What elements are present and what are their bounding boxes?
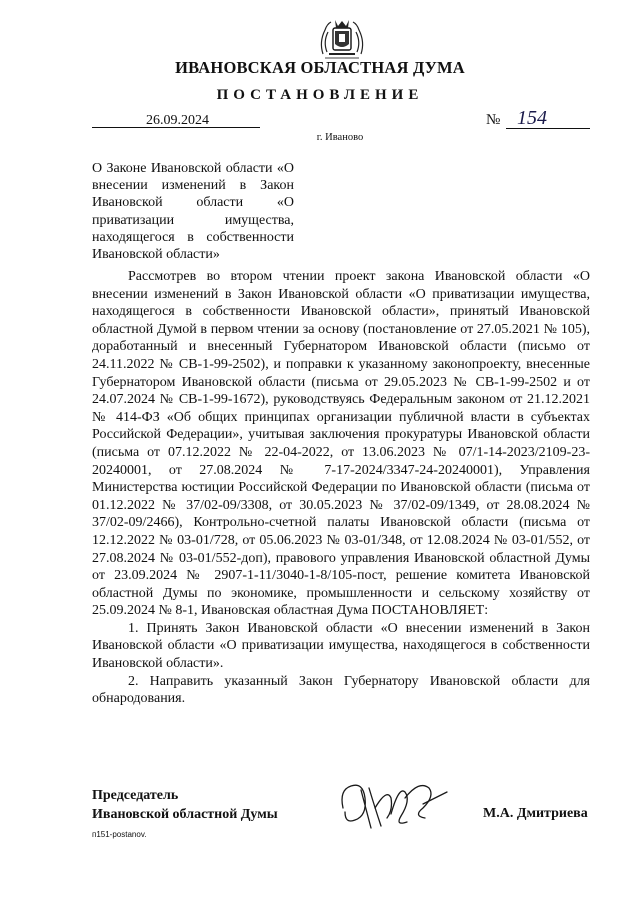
signatory-name: М.А. Дмитриева (483, 806, 588, 821)
coat-of-arms-emblem (313, 14, 371, 62)
document-body (92, 268, 590, 708)
signatory-title-line-1: Председатель (92, 788, 179, 803)
document-number: 154 (517, 107, 547, 129)
document-type-title: ПОСТАНОВЛЕНИЕ (216, 87, 424, 103)
city-name: г. Иваново (316, 132, 364, 143)
signatory-title (92, 786, 278, 824)
footer-file-reference: п151-postanov. (92, 830, 147, 839)
organization-name: ИВАНОВСКАЯ ОБЛАСТНАЯ ДУМА (175, 58, 465, 77)
resolution-item-1: 1. Принять Закон Ивановской области «О внесении изменений в Закон Ивановской области «О приватизации имущества, находящегося в собственности Ивановской области». (92, 620, 590, 672)
number-label: № (486, 112, 501, 128)
handwritten-signature (335, 768, 450, 836)
document-date: 26.09.2024 (146, 113, 209, 128)
resolution-item-2: 2. Направить указанный Закон Губернатору Ивановской области для обнародования. (92, 673, 590, 707)
signatory-title-line-2: Ивановской областной Думы (92, 807, 278, 822)
preamble-paragraph: Рассмотрев во втором чтении проект закона Ивановской области «О внесении изменений в Закон Ивановской области «О приватизации имущества, находящегося в собственности Ивановской области», принятый Ивановской областной Думой в первом чтении за основу (постановление от 27.05.2021 № 105), доработанный и внесенный Губернатором Ивановской области (письмо от 24.11.2022 № СВ-1-99-2502), и поправки к указанному законопроекту, внесенные Губернатором Ивановской области (письма от 29.05.2023 № СВ-1-99-2502 и от 24.07.2024 № СВ-1-99-1672), руководствуясь Федеральным законом от 21.12.2021 № 414-ФЗ «Об общих принципах организации публичной власти в субъектах Российской Федерации», учитывая заключения прокуратуры Ивановской области (письма от 07.12.2022 № 22-04-2022, от 13.06.2023 № 07/1-14-2023/2109-23-20240001, от 27.08.2024 № 7-17-2024/3347-24-20240001), Управления Министерства юстиции Российской Федерации по Ивановской области (письма от 01.12.2022 № 37/02-09/3308, от 30.05.2023 № 37/02-09/1349, от 28.08.2024 № 37/02-09/2466), Контрольно-счетной палаты Ивановской области (письма от 12.12.2022 № 03-01/728, от 05.06.2023 № 03-01/348, от 12.08.2024 № 03-01/552, от 27.08.2024 № 03-01/552-доп), правового управления Ивановской областной Думы от 23.09.2024 № 2907-1-11/3040-1-8/105-пост, решение комитета Ивановской областной Думы по экономике, промышленности и сельскому хозяйству от 25.09.2024 № 8-1, Ивановская областная Дума ПОСТАНОВЛЯЕТ: (92, 269, 590, 619)
document-subject: О Законе Ивановской области «О внесении изменений в Закон Ивановской области «О приватизации имущества, находящегося в собственности Ивановской области» (92, 161, 294, 263)
